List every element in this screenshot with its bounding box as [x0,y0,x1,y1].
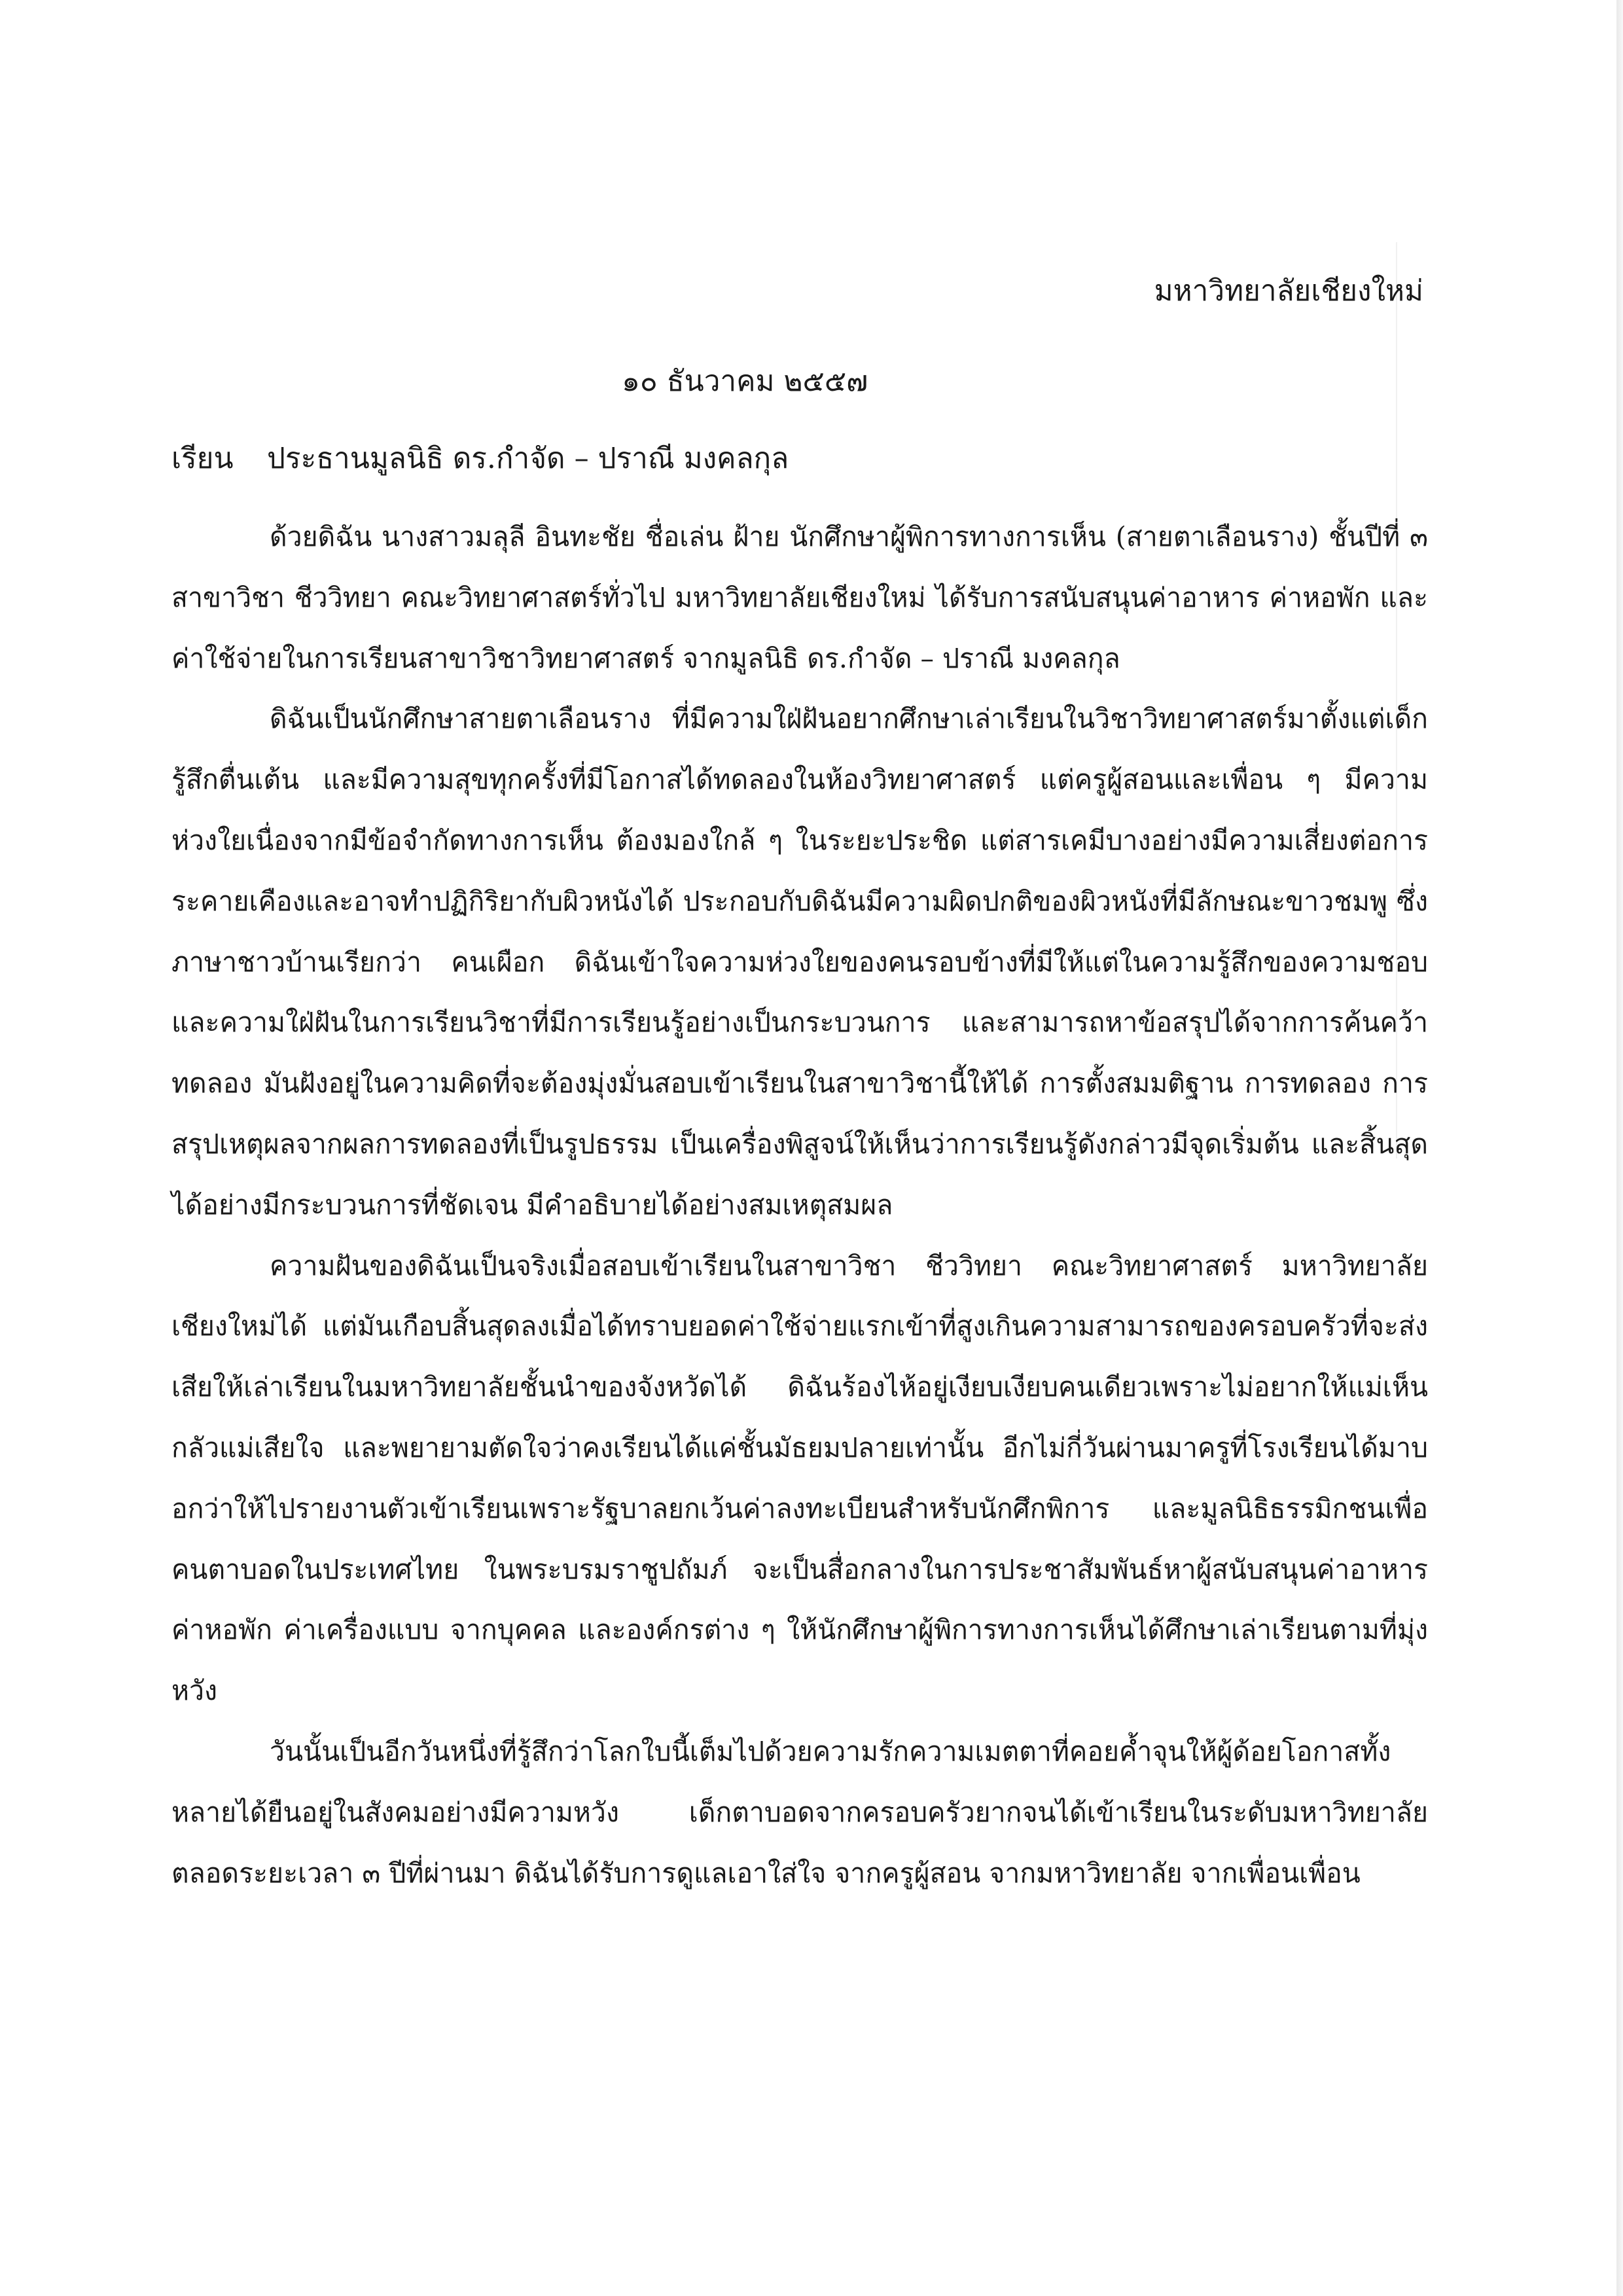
salutation [171,436,789,482]
letter-date: ๑๐ ธันวาคม ๒๕๕๗ [622,365,868,398]
sender-institution: มหาวิทยาลัยเชียงใหม่ [1154,274,1423,308]
paragraph-gratitude: วันนั้นเป็นอีกวันหนึ่งที่รู้สึกว่าโลกใบนี้เต็มไปด้วยความรักความเมตตาที่คอยค้ำจุนให้ผู้ด้อยโอกาสทั้งหลายได้ยืนอยู่ในสังคมอย่างมีความหวัง เด็กตาบอดจากครอบครัวยากจนได้เข้าเรียนในระดับมหาวิทยาลัย ตลอดระยะเวลา ๓ ปีที่ผ่านมา ดิฉันได้รับการดูแลเอาใส่ใจ จากครูผู้สอน จากมหาวิทยาลัย จากเพื่อนเพื่อน [171,1735,1428,1889]
salutation-label: เรียน [171,442,234,475]
paragraph-introduction: ด้วยดิฉัน นางสาวมลุลี อินทะชัย ชื่อเล่น ฝ้าย นักศึกษาผู้พิการทางการเห็น (สายตาเลือนราง) ชั้นปีที่ ๓ สาขาวิชา ชีววิทยา คณะวิทยาศาสตร์ทั่วไป มหาวิทยาลัยเชียงใหม่ ได้รับการสนับสนุนค่าอาหาร ค่าหอพัก และค่าใช้จ่ายในการเรียนสาขาวิชาวิทยาศาสตร์ จากมูลนิธิ ดร.กำจัด – ปราณี มงคลกุล [171,521,1428,674]
paragraph-admission: ความฝันของดิฉันเป็นจริงเมื่อสอบเข้าเรียนในสาขาวิชา ชีววิทยา คณะวิทยาศาสตร์ มหาวิทยาลัยเชียงใหม่ได้ แต่มันเกือบสิ้นสุดลงเมื่อได้ทราบยอดค่าใช้จ่ายแรกเข้าที่สูงเกินความสามารถของครอบครัวที่จะส่งเสียให้เล่าเรียนในมหาวิทยาลัยชั้นนำของจังหวัดได้ ดิฉันร้องไห้อยู่เงียบเงียบคนเดียวเพราะไม่อยากให้แม่เห็นกลัวแม่เสียใจ และพยายามตัดใจว่าคงเรียนได้แค่ชั้นมัธยมปลายเท่านั้น อีกไม่กี่วันผ่านมาครูที่โรงเรียนได้มาบอกว่าให้ไปรายงานตัวเข้าเรียนเพราะรัฐบาลยกเว้นค่าลงทะเบียนสำหรับนักศึกพิการ และมูลนิธิธรรมิกชนเพื่อคนตาบอดในประเทศไทย ในพระบรมราชูปถัมภ์ จะเป็นสื่อกลางในการประชาสัมพันธ์หาผู้สนับสนุนค่าอาหาร ค่าหอพัก ค่าเครื่องแบบ จากบุคคล และองค์กรต่าง ๆ ให้นักศึกษาผู้พิการทางการเห็นได้ศึกษาเล่าเรียนตามที่มุ่งหวัง [171,1249,1428,1707]
paragraph-background: ดิฉันเป็นนักศึกษาสายตาเลือนราง ที่มีความใฝ่ฝันอยากศึกษาเล่าเรียนในวิชาวิทยาศาสตร์มาตั้งแต่เด็ก รู้สึกตื่นเต้น และมีความสุขทุกครั้งที่มีโอกาสได้ทดลองในห้องวิทยาศาสตร์ แต่ครูผู้สอนและเพื่อน ๆ มีความห่วงใยเนื่องจากมีข้อจำกัดทางการเห็น ต้องมองใกล้ ๆ ในระยะประชิด แต่สารเคมีบางอย่างมีความเสี่ยงต่อการระคายเคืองและอาจทำปฏิกิริยากับผิวหนังได้ ประกอบกับดิฉันมีความผิดปกติของผิวหนังที่มีลักษณะขาวชมพู ซึ่งภาษาชาวบ้านเรียกว่า คนเผือก ดิฉันเข้าใจความห่วงใยของคนรอบข้างที่มีให้แต่ในความรู้สึกของความชอบและความใฝ่ฝันในการเรียนวิชาที่มีการเรียนรู้อย่างเป็นกระบวนการ และสามารถหาข้อสรุปได้จากการค้นคว้าทดลอง มันฝังอยู่ในความคิดที่จะต้องมุ่งมั่นสอบเข้าเรียนในสาขาวิชานี้ให้ได้ การตั้งสมมติฐาน การทดลอง การสรุปเหตุผลจากผลการทดลองที่เป็นรูปธรรม เป็นเครื่องพิสูจน์ให้เห็นว่าการเรียนรู้ดังกล่าวมีจุดเริ่มต้น และสิ้นสุดได้อย่างมีกระบวนการที่ชัดเจน มีคำอธิบายได้อย่างสมเหตุสมผล [171,703,1428,1221]
recipient: ประธานมูลนิธิ ดร.กำจัด – ปราณี มงคลกุล [267,442,789,475]
scan-edge-shadow [1616,0,1623,2296]
letter-body [171,507,1428,1903]
